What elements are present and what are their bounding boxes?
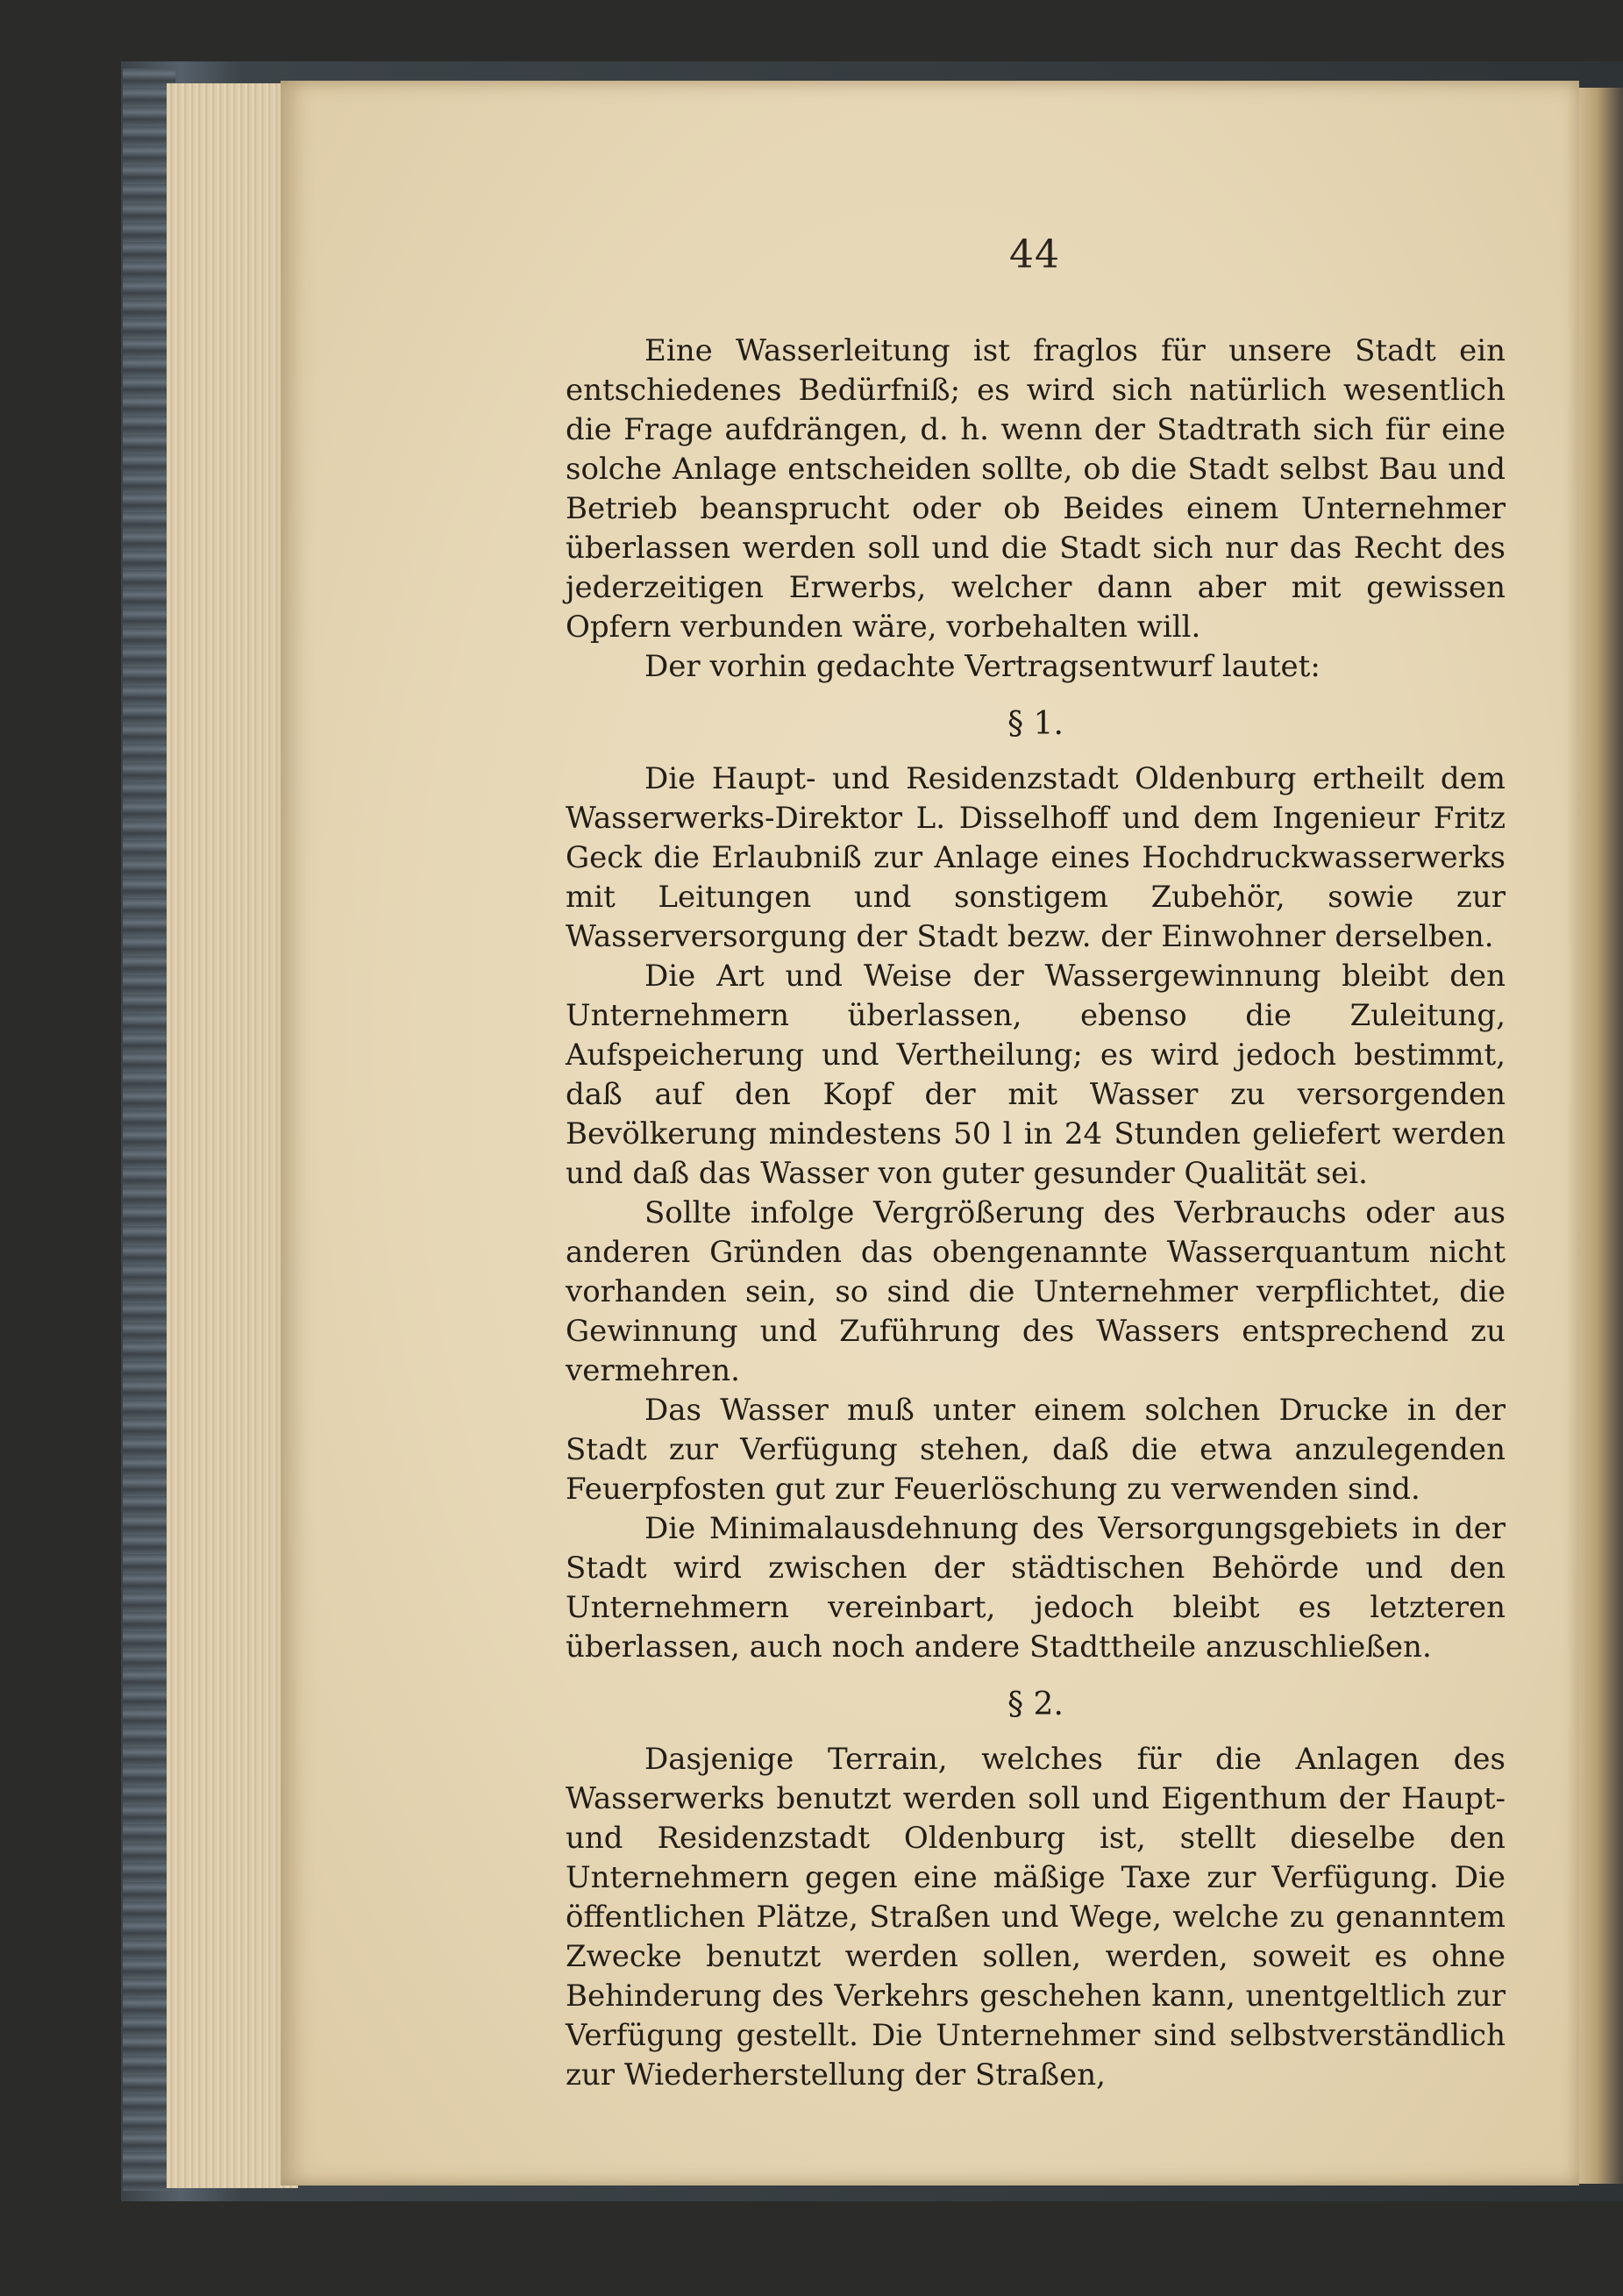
page-number: 44 xyxy=(1009,232,1060,277)
paragraph: Das Wasser muß unter einem solchen Drucke in der Stadt zur Verfügung stehen, daß die etwa anzulegenden Feuerpfosten gut zur Feuerlöschung zu verwenden sind. xyxy=(566,1393,1506,1507)
stacked-page-edges xyxy=(167,83,298,2188)
paragraph: Der vorhin gedachte Vertragsentwurf lautet: xyxy=(644,649,1320,684)
section-heading: § 1. xyxy=(1007,706,1064,742)
paragraph: Die Haupt- und Residenzstadt Oldenburg ertheilt dem Wasserwerks-Direktor L. Disselhoff und dem Ingenieur Fritz Geck die Erlaubniß zur Anlage eines Hochdruckwasserwerks mit Leitungen und sonstigem Zubehör, sowie zur Wasserversorgung der Stadt bezw. der Einwohner derselben. xyxy=(566,761,1506,954)
paragraph: Sollte infolge Vergrößerung des Verbrauchs oder aus anderen Gründen das obengenannte Wasserquantum nicht vorhanden sein, so sind die Unternehmer verpflichtet, die Gewinnung und Zuführung des Wassers entsprechend zu vermehren. xyxy=(566,1195,1506,1388)
paragraph: Eine Wasserleitung ist fraglos für unsere Stadt ein entschiedenes Bedürfniß; es wird sich natürlich wesentlich die Frage aufdrängen, d. h. wenn der Stadtrath sich für eine solche Anlage entscheiden sollte, ob die Stadt selbst Bau und Betrieb beansprucht oder ob Beides einem Unternehmer überlassen werden soll und die Stadt sich nur das Recht des jederzeitigen Erwerbs, welcher dann aber mit gewissen Opfern verbunden wäre, vorbehalten will. xyxy=(566,333,1506,645)
paragraph: Die Art und Weise der Wassergewinnung bleibt den Unternehmern überlassen, ebenso die Zuleitung, Aufspeicherung und Vertheilung; es wird jedoch bestimmt, daß auf den Kopf der mit Wasser zu versorgenden Bevölkerung mindestens 50 l in 24 Stunden geliefert werden und daß das Wasser von guter gesunder Qualität sei. xyxy=(566,959,1506,1191)
paragraph: Dasjenige Terrain, welches für die Anlagen des Wasserwerks benutzt werden soll und Eigenthum der Haupt- und Residenzstadt Oldenburg ist, stellt dieselbe den Unternehmern gegen eine mäßige Taxe zur Verfügung. Die öffentlichen Plätze, Straßen und Wege, welche zu genanntem Zwecke benutzt werden sollen, werden, soweit es ohne Behinderung des Verkehrs geschehen kann, unentgeltlich zur Verfügung gestellt. Die Unternehmer sind selbstverständlich zur Wiederherstellung der Straßen, xyxy=(566,1742,1506,2093)
page-body xyxy=(566,332,1506,2095)
book-gutter xyxy=(1579,88,1623,2184)
paragraph: Die Minimalausdehnung des Versorgungsgebiets in der Stadt wird zwischen der städtischen Behörde und den Unternehmern vereinbart, jedoch bleibt es letzteren überlassen, auch noch andere Stadttheile anzuschließen. xyxy=(566,1511,1506,1665)
section-heading: § 2. xyxy=(1007,1686,1064,1722)
